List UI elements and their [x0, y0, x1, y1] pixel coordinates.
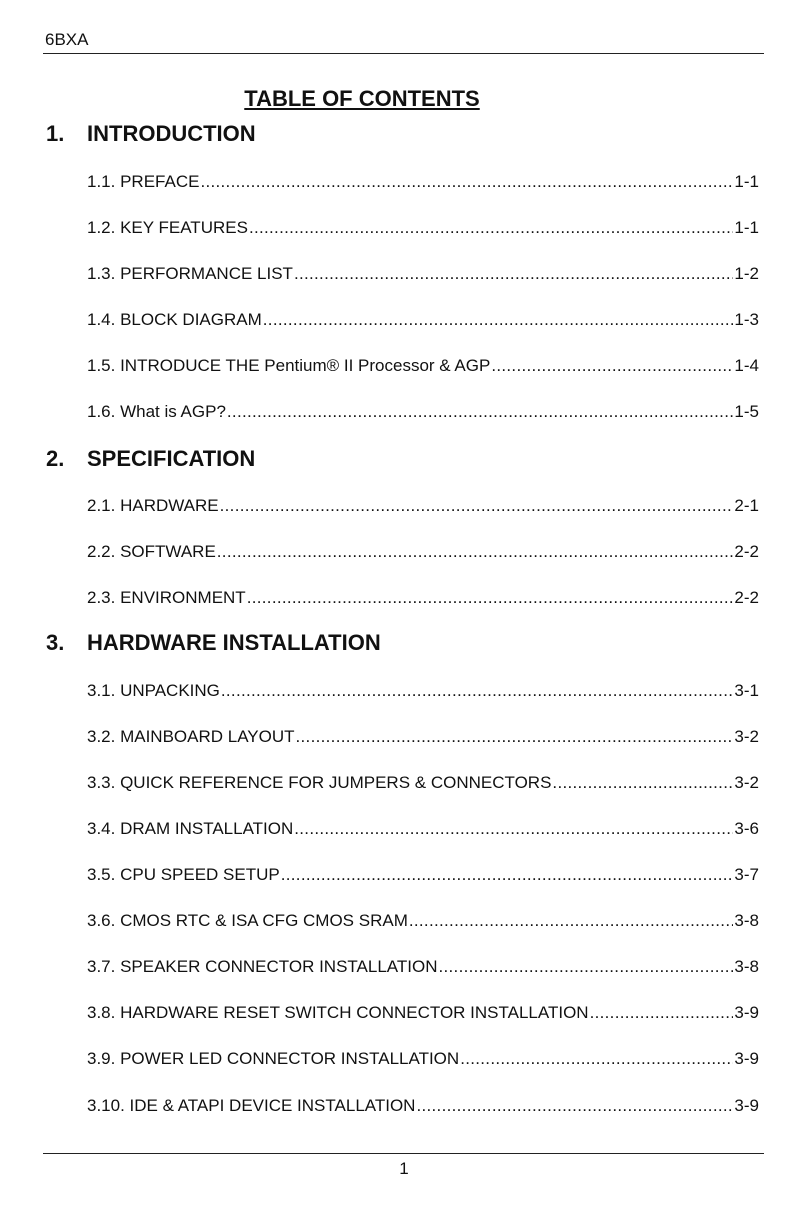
toc-entry[interactable] [87, 957, 759, 977]
page-number: 1 [399, 1159, 409, 1178]
entry-label: 3.4. DRAM INSTALLATION [87, 819, 294, 838]
toc-entry[interactable] [87, 727, 759, 747]
dot-leader [249, 218, 733, 238]
dot-leader [460, 1049, 733, 1069]
dot-leader [220, 496, 734, 516]
toc-entry[interactable] [87, 911, 759, 931]
entry-label: 3.7. SPEAKER CONNECTOR INSTALLATION [87, 957, 438, 976]
entry-label: 3.9. POWER LED CONNECTOR INSTALLATION [87, 1049, 460, 1068]
dot-leader [491, 356, 733, 376]
toc-entry[interactable] [87, 542, 759, 562]
entry-label: 3.6. CMOS RTC & ISA CFG CMOS SRAM [87, 911, 408, 930]
dot-leader [217, 542, 734, 562]
entry-label: 1.1. PREFACE [87, 172, 200, 191]
toc-entry[interactable] [87, 496, 759, 516]
toc-entry[interactable] [87, 819, 759, 839]
dot-leader [409, 911, 734, 931]
dot-leader [438, 957, 733, 977]
toc-entry[interactable] [87, 1049, 759, 1069]
toc-entry[interactable] [87, 1096, 759, 1116]
entry-label: 3.3. QUICK REFERENCE FOR JUMPERS & CONNECTORS [87, 773, 552, 792]
entry-page: 3-7 [734, 865, 759, 884]
dot-leader [221, 681, 734, 701]
header-model: 6BXA [45, 30, 89, 49]
entry-page: 3-1 [734, 681, 759, 700]
section-heading [46, 630, 381, 656]
dot-leader [200, 172, 733, 192]
toc-entry[interactable] [87, 218, 759, 238]
dot-leader [247, 588, 734, 608]
entry-page: 3-6 [734, 819, 759, 838]
entry-page: 1-4 [734, 356, 759, 375]
entry-label: 2.3. ENVIRONMENT [87, 588, 246, 607]
entry-page: 3-2 [734, 727, 759, 746]
entry-page: 1-2 [734, 264, 759, 283]
toc-entry[interactable] [87, 264, 759, 284]
toc-entry[interactable] [87, 588, 759, 608]
entry-label: 3.5. CPU SPEED SETUP [87, 865, 280, 884]
footer-rule [43, 1153, 764, 1154]
dot-leader [416, 1096, 733, 1116]
entry-page: 3-8 [734, 911, 759, 930]
entry-label: 3.8. HARDWARE RESET SWITCH CONNECTOR INSTALLATION [87, 1003, 589, 1022]
entry-label: 3.1. UNPACKING [87, 681, 220, 700]
entry-page: 3-2 [734, 773, 759, 792]
header-rule [43, 53, 764, 54]
section-number: 1. [46, 121, 65, 146]
entry-label: 1.5. INTRODUCE THE Pentium® II Processor & AGP [87, 356, 491, 375]
dot-leader [590, 1003, 734, 1023]
entry-label: 1.3. PERFORMANCE LIST [87, 264, 293, 283]
toc-entry[interactable] [87, 402, 759, 422]
entry-label: 3.10. IDE & ATAPI DEVICE INSTALLATION [87, 1096, 416, 1115]
toc-entry[interactable] [87, 356, 759, 376]
entry-label: 1.2. KEY FEATURES [87, 218, 248, 237]
toc-title: TABLE OF CONTENTS [244, 86, 480, 111]
section-heading [46, 121, 256, 147]
dot-leader [227, 402, 734, 422]
toc-entry[interactable] [87, 681, 759, 701]
dot-leader [552, 773, 733, 793]
section-title: HARDWARE INSTALLATION [87, 630, 381, 655]
entry-label: 2.1. HARDWARE [87, 496, 219, 515]
entry-page: 3-9 [734, 1096, 759, 1115]
entry-page: 1-1 [734, 218, 759, 237]
dot-leader [294, 819, 733, 839]
toc-entry[interactable] [87, 172, 759, 192]
entry-page: 3-8 [734, 957, 759, 976]
entry-page: 2-1 [734, 496, 759, 515]
entry-page: 1-1 [734, 172, 759, 191]
entry-label: 2.2. SOFTWARE [87, 542, 216, 561]
toc-entry[interactable] [87, 773, 759, 793]
dot-leader [296, 727, 734, 747]
dot-leader [294, 264, 733, 284]
entry-page: 2-2 [734, 588, 759, 607]
toc-entry[interactable] [87, 310, 759, 330]
dot-leader [263, 310, 734, 330]
entry-page: 3-9 [734, 1049, 759, 1068]
entry-page: 3-9 [734, 1003, 759, 1022]
entry-page: 1-5 [734, 402, 759, 421]
section-title: SPECIFICATION [87, 446, 256, 471]
entry-page: 2-2 [734, 542, 759, 561]
section-heading [46, 446, 255, 472]
toc-entry[interactable] [87, 1003, 759, 1023]
section-number: 2. [46, 446, 65, 471]
entry-label: 3.2. MAINBOARD LAYOUT [87, 727, 295, 746]
entry-page: 1-3 [734, 310, 759, 329]
dot-leader [281, 865, 734, 885]
entry-label: 1.4. BLOCK DIAGRAM [87, 310, 262, 329]
entry-label: 1.6. What is AGP? [87, 402, 226, 421]
toc-entry[interactable] [87, 865, 759, 885]
section-number: 3. [46, 630, 65, 655]
section-title: INTRODUCTION [87, 121, 256, 146]
